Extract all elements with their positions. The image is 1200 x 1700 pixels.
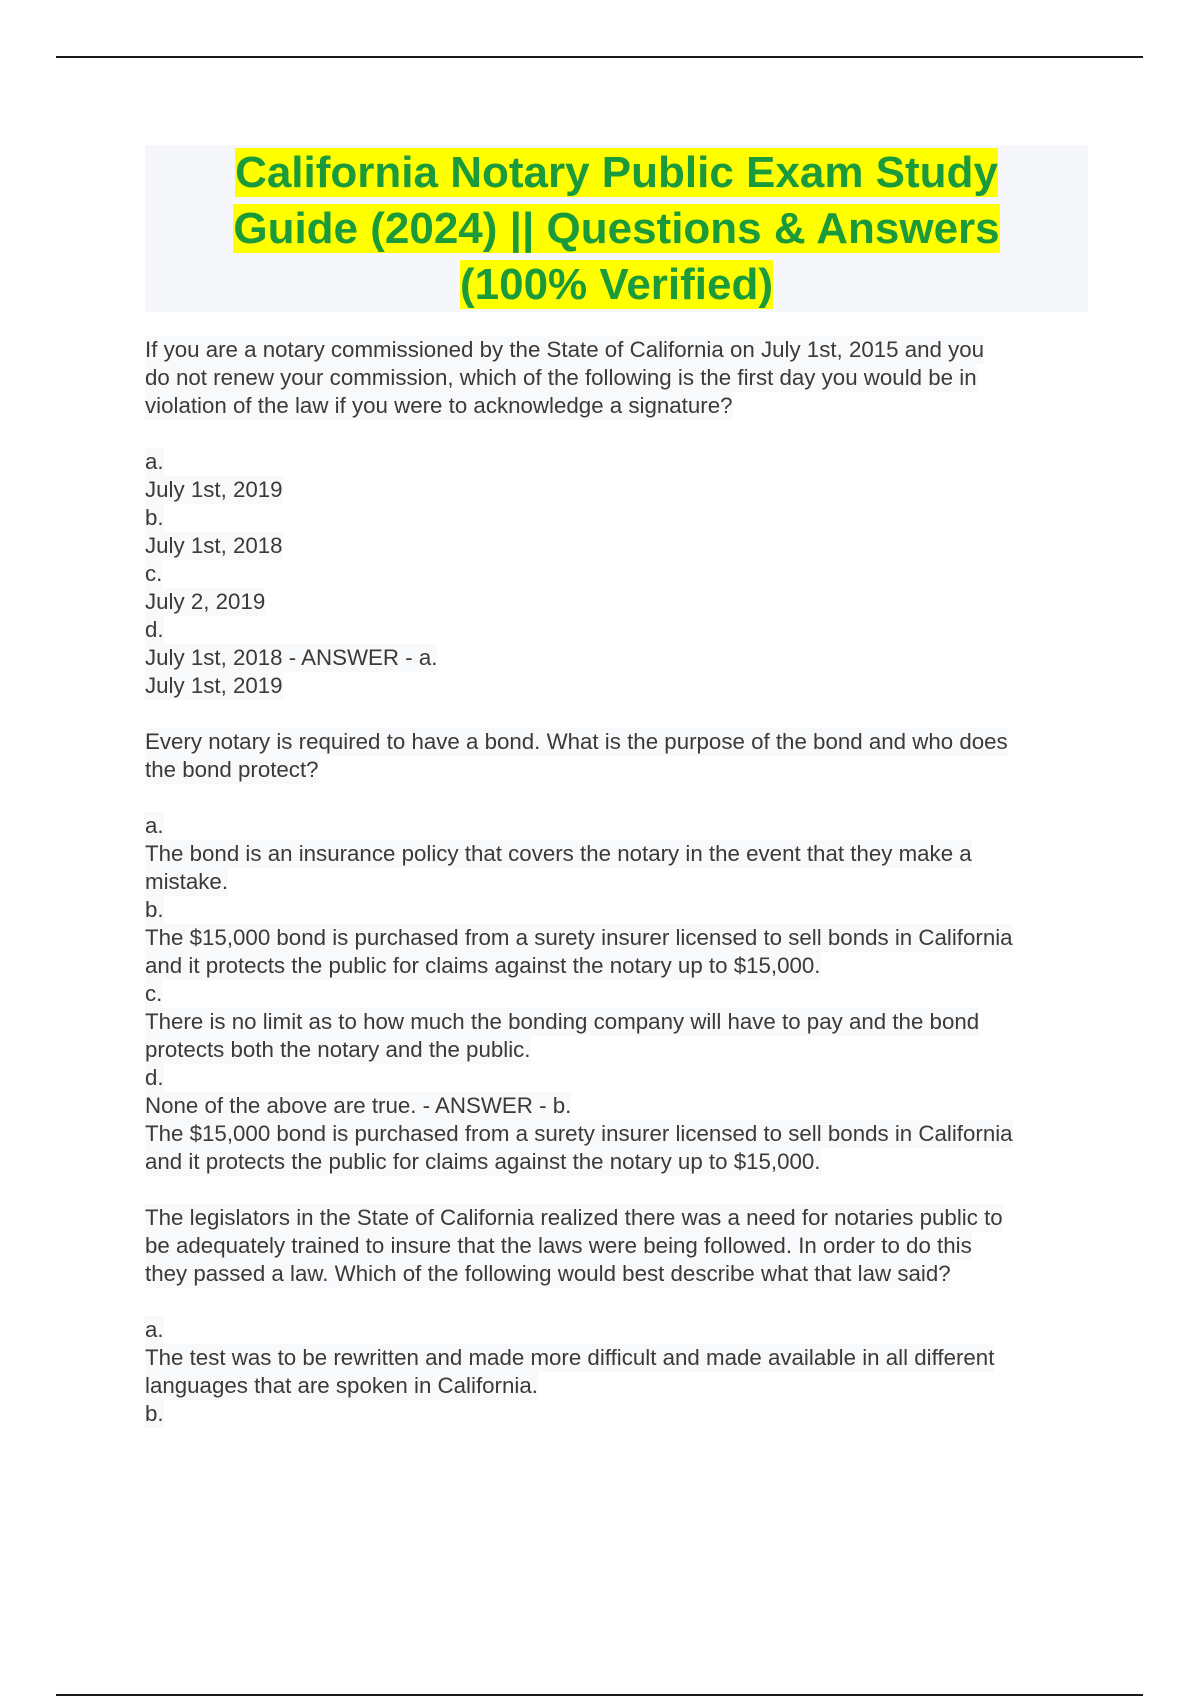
title-box bbox=[145, 145, 1088, 312]
text-block bbox=[145, 448, 1095, 700]
text-block bbox=[145, 1316, 1095, 1428]
text-block bbox=[145, 1204, 1095, 1288]
text-line: The bond is an insurance policy that covers the notary in the event that they make a bbox=[145, 841, 972, 866]
text-line: mistake. bbox=[145, 869, 229, 894]
text-line: they passed a law. Which of the following would best describe what that law said? bbox=[145, 1261, 951, 1286]
text-block bbox=[145, 812, 1095, 1176]
text-line: July 1st, 2018 bbox=[145, 533, 283, 558]
text-line: The $15,000 bond is purchased from a surety insurer licensed to sell bonds in California bbox=[145, 1121, 1013, 1146]
text-line: languages that are spoken in California. bbox=[145, 1373, 538, 1398]
text-line: the bond protect? bbox=[145, 757, 319, 782]
text-line: The test was to be rewritten and made more difficult and made available in all different bbox=[145, 1345, 995, 1370]
text-line: The $15,000 bond is purchased from a surety insurer licensed to sell bonds in California bbox=[145, 925, 1013, 950]
document-body bbox=[145, 336, 1095, 1428]
text-line: July 1st, 2019 bbox=[145, 673, 283, 698]
text-line: b. bbox=[145, 897, 164, 922]
text-line: b. bbox=[145, 505, 164, 530]
text-line: None of the above are true. - ANSWER - b. bbox=[145, 1093, 572, 1118]
paragraph-gap bbox=[145, 1176, 1095, 1204]
paragraph-gap bbox=[145, 420, 1095, 448]
text-line: Every notary is required to have a bond. What is the purpose of the bond and who does bbox=[145, 729, 1008, 754]
text-line: a. bbox=[145, 449, 164, 474]
text-block bbox=[145, 728, 1095, 784]
text-line: do not renew your commission, which of the following is the first day you would be in bbox=[145, 365, 977, 390]
paragraph-gap bbox=[145, 784, 1095, 812]
text-line: a. bbox=[145, 813, 164, 838]
text-line: There is no limit as to how much the bonding company will have to pay and the bond bbox=[145, 1009, 980, 1034]
text-line: protects both the notary and the public. bbox=[145, 1037, 531, 1062]
paragraph-gap bbox=[145, 1288, 1095, 1316]
paragraph-gap bbox=[145, 700, 1095, 728]
text-line: July 1st, 2019 bbox=[145, 477, 283, 502]
text-line: a. bbox=[145, 1317, 164, 1342]
text-line: b. bbox=[145, 1401, 164, 1426]
text-block bbox=[145, 336, 1095, 420]
text-line: c. bbox=[145, 981, 163, 1006]
text-line: and it protects the public for claims against the notary up to $15,000. bbox=[145, 953, 821, 978]
text-line: d. bbox=[145, 1065, 164, 1090]
text-line: If you are a notary commissioned by the State of California on July 1st, 2015 and you bbox=[145, 337, 985, 362]
text-line: violation of the law if you were to acknowledge a signature? bbox=[145, 393, 733, 418]
text-line: be adequately trained to insure that the laws were being followed. In order to do this bbox=[145, 1233, 972, 1258]
text-line: July 2, 2019 bbox=[145, 589, 266, 614]
top-rule bbox=[56, 56, 1143, 58]
text-line: d. bbox=[145, 617, 164, 642]
text-line: July 1st, 2018 - ANSWER - a. bbox=[145, 645, 438, 670]
text-line: and it protects the public for claims against the notary up to $15,000. bbox=[145, 1149, 821, 1174]
text-line: c. bbox=[145, 561, 163, 586]
text-line: The legislators in the State of California realized there was a need for notaries public to bbox=[145, 1205, 1003, 1230]
bottom-rule bbox=[56, 1694, 1143, 1696]
document-title: California Notary Public Exam Study Guide (2024) || Questions & Answers (100% Verified) bbox=[233, 148, 1000, 309]
